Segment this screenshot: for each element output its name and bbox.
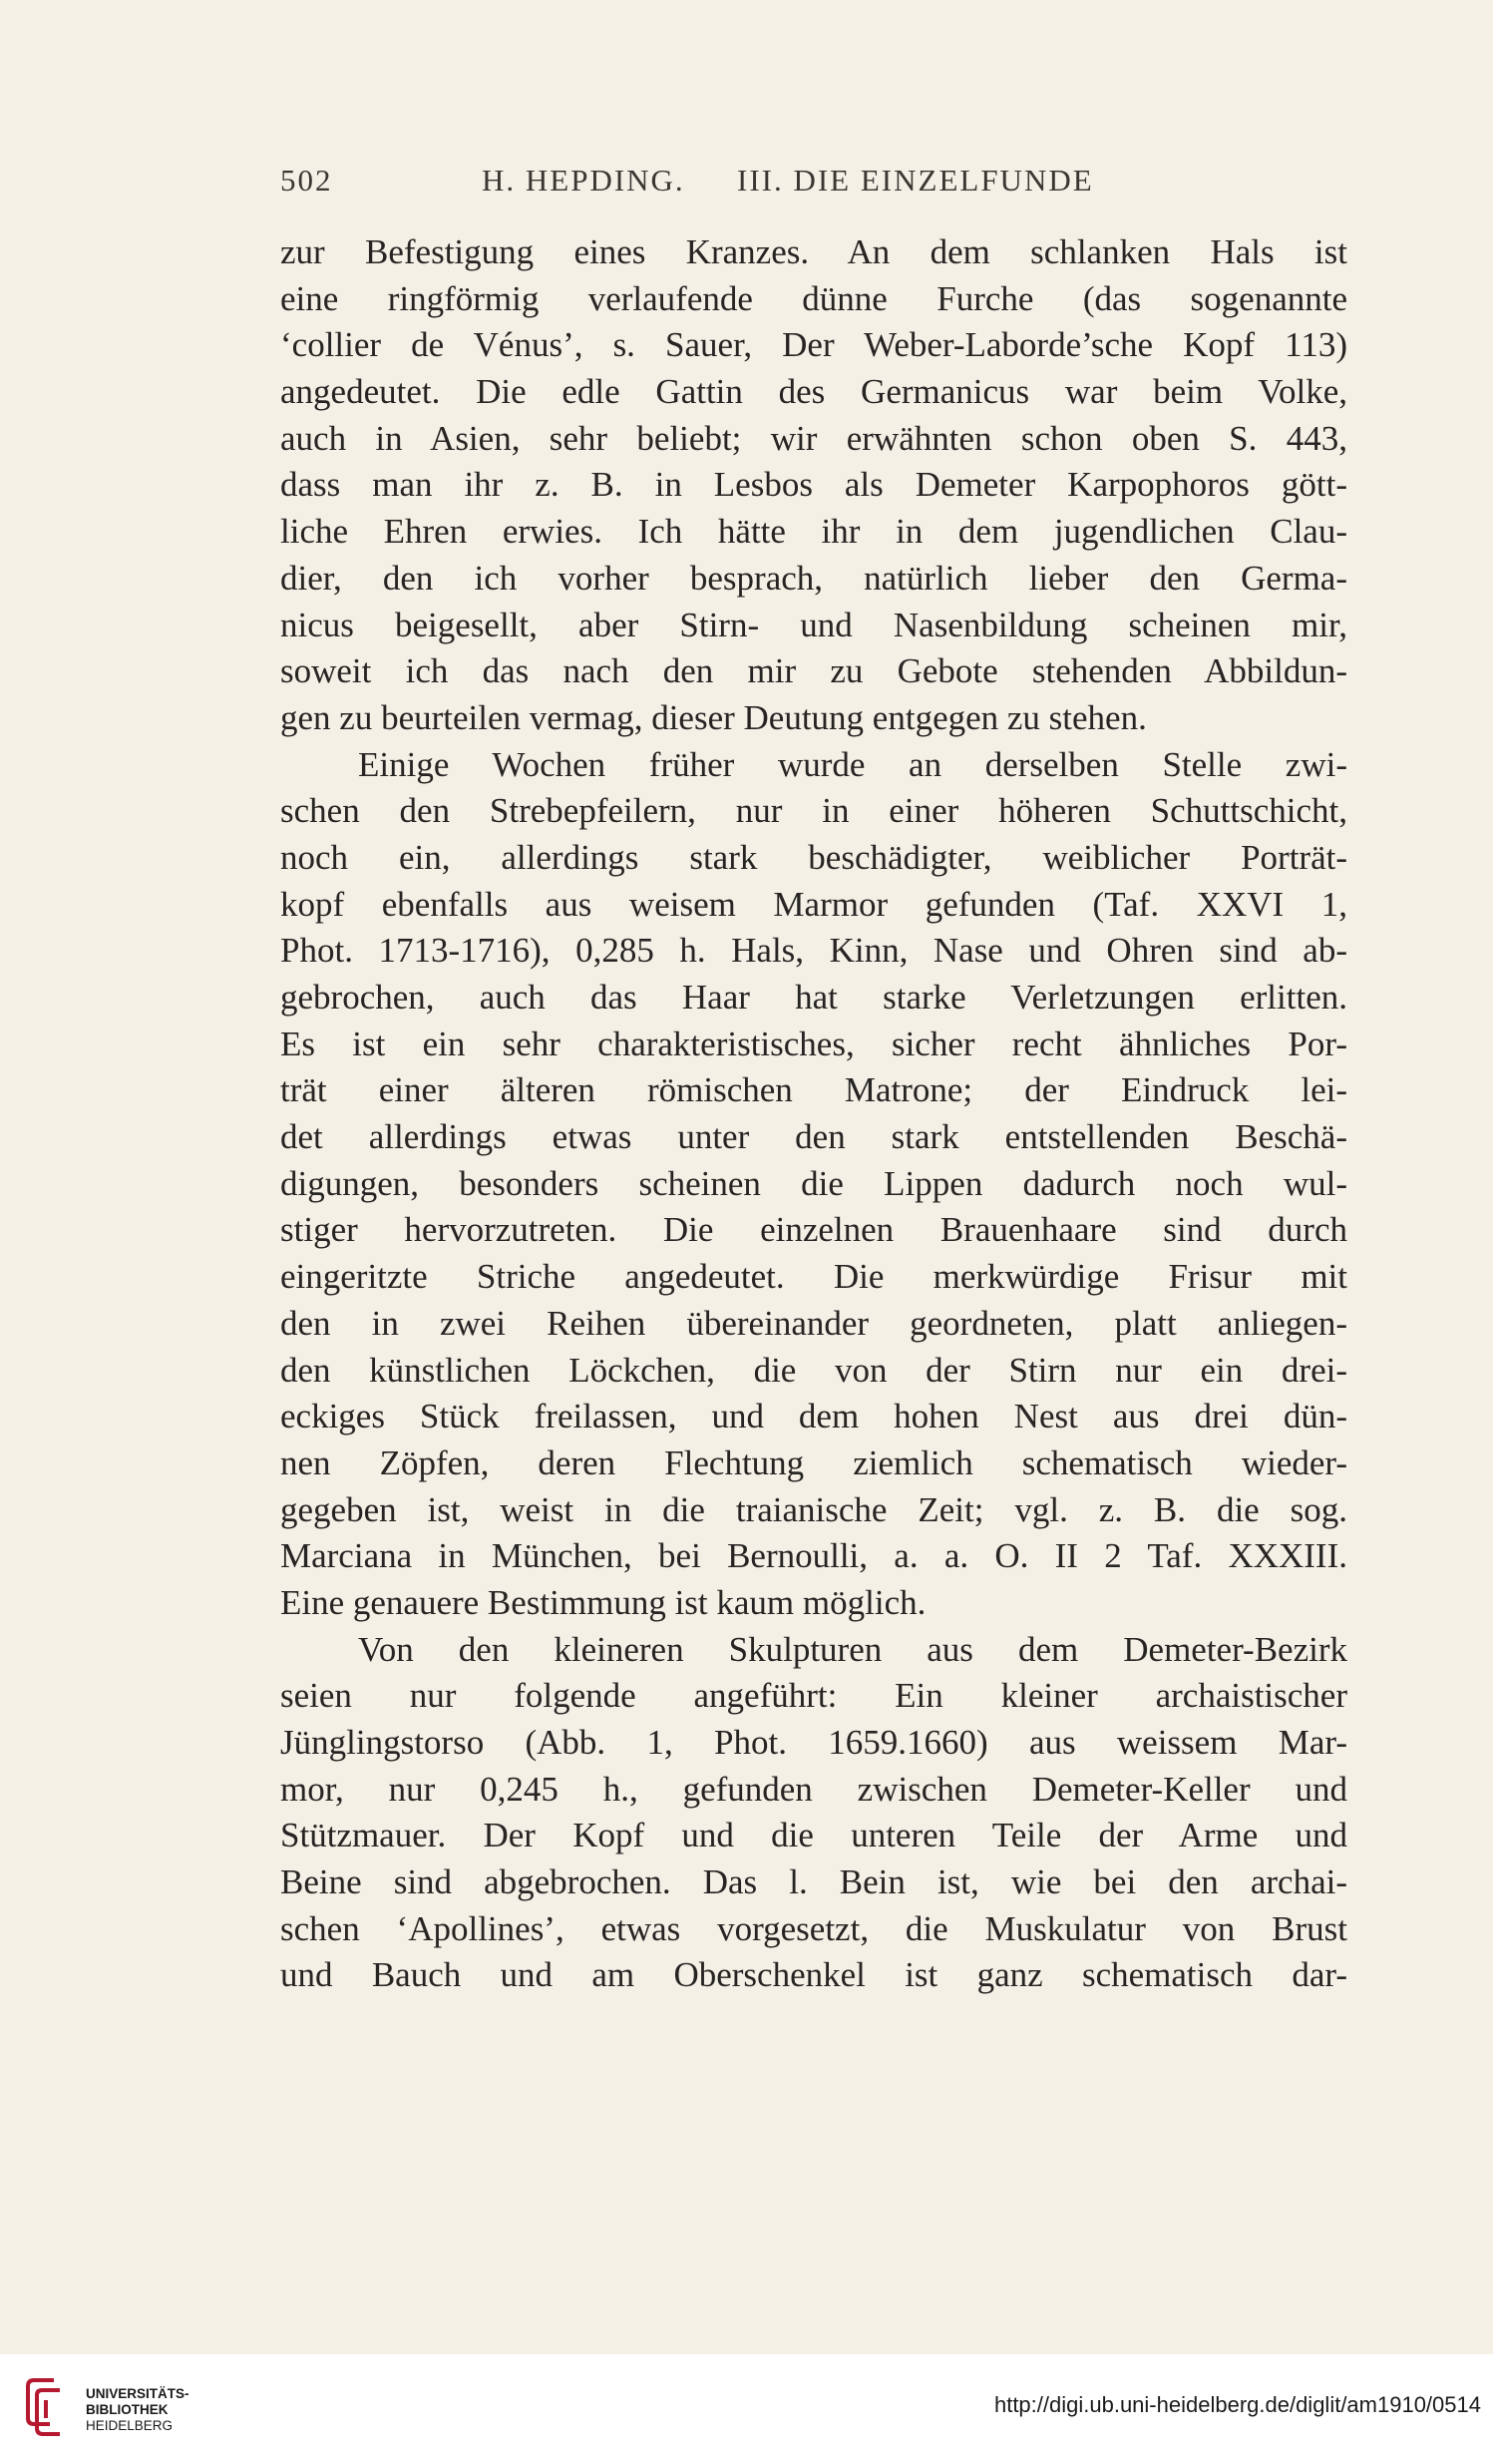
source-url-link[interactable]: http://digi.ub.uni-heidelberg.de/diglit/am1910/0514 bbox=[993, 2392, 1481, 2417]
text-line: schen den Strebepfeilern, nur in einer höheren Schuttschicht, bbox=[280, 791, 1347, 831]
ub-heidelberg-logo-icon bbox=[20, 2372, 66, 2442]
text-line: Stützmauer. Der Kopf und die unteren Teile der Arme und bbox=[280, 1816, 1347, 1855]
library-name-line: UNIVERSITÄTS- bbox=[86, 2386, 189, 2401]
text-line: zur Befestigung eines Kranzes. An dem schlanken Hals ist bbox=[280, 232, 1347, 271]
text-line: eine ringförmig verlaufende dünne Furche (das sogenannte bbox=[280, 278, 1347, 318]
library-name bbox=[86, 2386, 189, 2434]
library-name-line: BIBLIOTHEK bbox=[86, 2402, 169, 2417]
text-line: Marciana in München, bei Bernoulli, a. a. O. II 2 Taf. XXXIII. bbox=[280, 1536, 1347, 1576]
text-line: kopf ebenfalls aus weisem Marmor gefunden (Taf. XXVI 1, bbox=[280, 884, 1347, 924]
text-line: Eine genauere Bestimmung ist kaum möglich. bbox=[280, 1582, 927, 1622]
text-line: Phot. 1713-1716), 0,285 h. Hals, Kinn, Nase und Ohren sind ab- bbox=[280, 931, 1347, 971]
text-line: schen ‘Apollines’, etwas vorgesetzt, die Muskulatur von Brust bbox=[280, 1908, 1347, 1948]
text-line: gen zu beurteilen vermag, dieser Deutung entgegen zu stehen. bbox=[280, 697, 1147, 737]
library-name-line: HEIDELBERG bbox=[86, 2418, 174, 2433]
body-text bbox=[280, 229, 1347, 1999]
text-line: Einige Wochen früher wurde an derselben Stelle zwi- bbox=[358, 744, 1347, 784]
running-head-author: H. HEPDING. bbox=[482, 163, 685, 198]
text-line: Es ist ein sehr charakteristisches, sicher recht ähnliches Por- bbox=[280, 1024, 1347, 1063]
text-line: angedeutet. Die edle Gattin des Germanicus war beim Volke, bbox=[280, 372, 1347, 412]
text-line: nicus beigesellt, aber Stirn- und Nasenbildung scheinen mir, bbox=[280, 605, 1347, 644]
running-head-section: III. DIE EINZELFUNDE bbox=[737, 163, 1094, 198]
running-head bbox=[280, 163, 1347, 203]
page-number: 502 bbox=[280, 163, 333, 198]
text-line: dier, den ich vorher besprach, natürlich lieber den Germa- bbox=[280, 558, 1347, 598]
text-line: eckiges Stück freilassen, und dem hohen Nest aus drei dün- bbox=[280, 1397, 1347, 1437]
text-line: det allerdings etwas unter den stark entstellenden Beschä- bbox=[280, 1117, 1347, 1157]
text-line: eingeritzte Striche angedeutet. Die merkwürdige Frisur mit bbox=[280, 1257, 1347, 1297]
text-line: seien nur folgende angeführt: Ein kleiner archaistischer bbox=[280, 1676, 1347, 1716]
text-line: auch in Asien, sehr beliebt; wir erwähnten schon oben S. 443, bbox=[280, 418, 1347, 458]
text-line: gegeben ist, weist in die traianische Zeit; vgl. z. B. die sog. bbox=[280, 1489, 1347, 1529]
text-line: liche Ehren erwies. Ich hätte ihr in dem jugendlichen Clau- bbox=[280, 512, 1347, 552]
text-line: trät einer älteren römischen Matrone; der Eindruck lei- bbox=[280, 1070, 1347, 1110]
text-line: digungen, besonders scheinen die Lippen dadurch noch wul- bbox=[280, 1163, 1347, 1203]
text-line: ‘collier de Vénus’, s. Sauer, Der Weber-Laborde’sche Kopf 113) bbox=[280, 325, 1347, 365]
text-line: Beine sind abgebrochen. Das l. Bein ist, wie bei den archai- bbox=[280, 1862, 1347, 1902]
text-line: und Bauch und am Oberschenkel ist ganz schematisch dar- bbox=[280, 1955, 1347, 1995]
text-line: nen Zöpfen, deren Flechtung ziemlich schematisch wieder- bbox=[280, 1442, 1347, 1482]
text-line: Jünglingstorso (Abb. 1, Phot. 1659.1660) aus weissem Mar- bbox=[280, 1723, 1347, 1762]
text-line: soweit ich das nach den mir zu Gebote stehenden Abbildun- bbox=[280, 651, 1347, 691]
text-line: noch ein, allerdings stark beschädigter, weiblicher Porträt- bbox=[280, 837, 1347, 877]
text-line: dass man ihr z. B. in Lesbos als Demeter Karpophoros gött- bbox=[280, 465, 1347, 505]
footer-bar bbox=[0, 2354, 1493, 2464]
text-line: gebrochen, auch das Haar hat starke Verletzungen erlitten. bbox=[280, 978, 1347, 1017]
text-line: Von den kleineren Skulpturen aus dem Demeter-Bezirk bbox=[358, 1629, 1347, 1669]
text-line: stiger hervorzutreten. Die einzelnen Brauenhaare sind durch bbox=[280, 1210, 1347, 1250]
text-line: mor, nur 0,245 h., gefunden zwischen Demeter-Keller und bbox=[280, 1769, 1347, 1809]
text-line: den künstlichen Löckchen, die von der Stirn nur ein drei- bbox=[280, 1350, 1347, 1390]
text-line: den in zwei Reihen übereinander geordneten, platt anliegen- bbox=[280, 1303, 1347, 1343]
